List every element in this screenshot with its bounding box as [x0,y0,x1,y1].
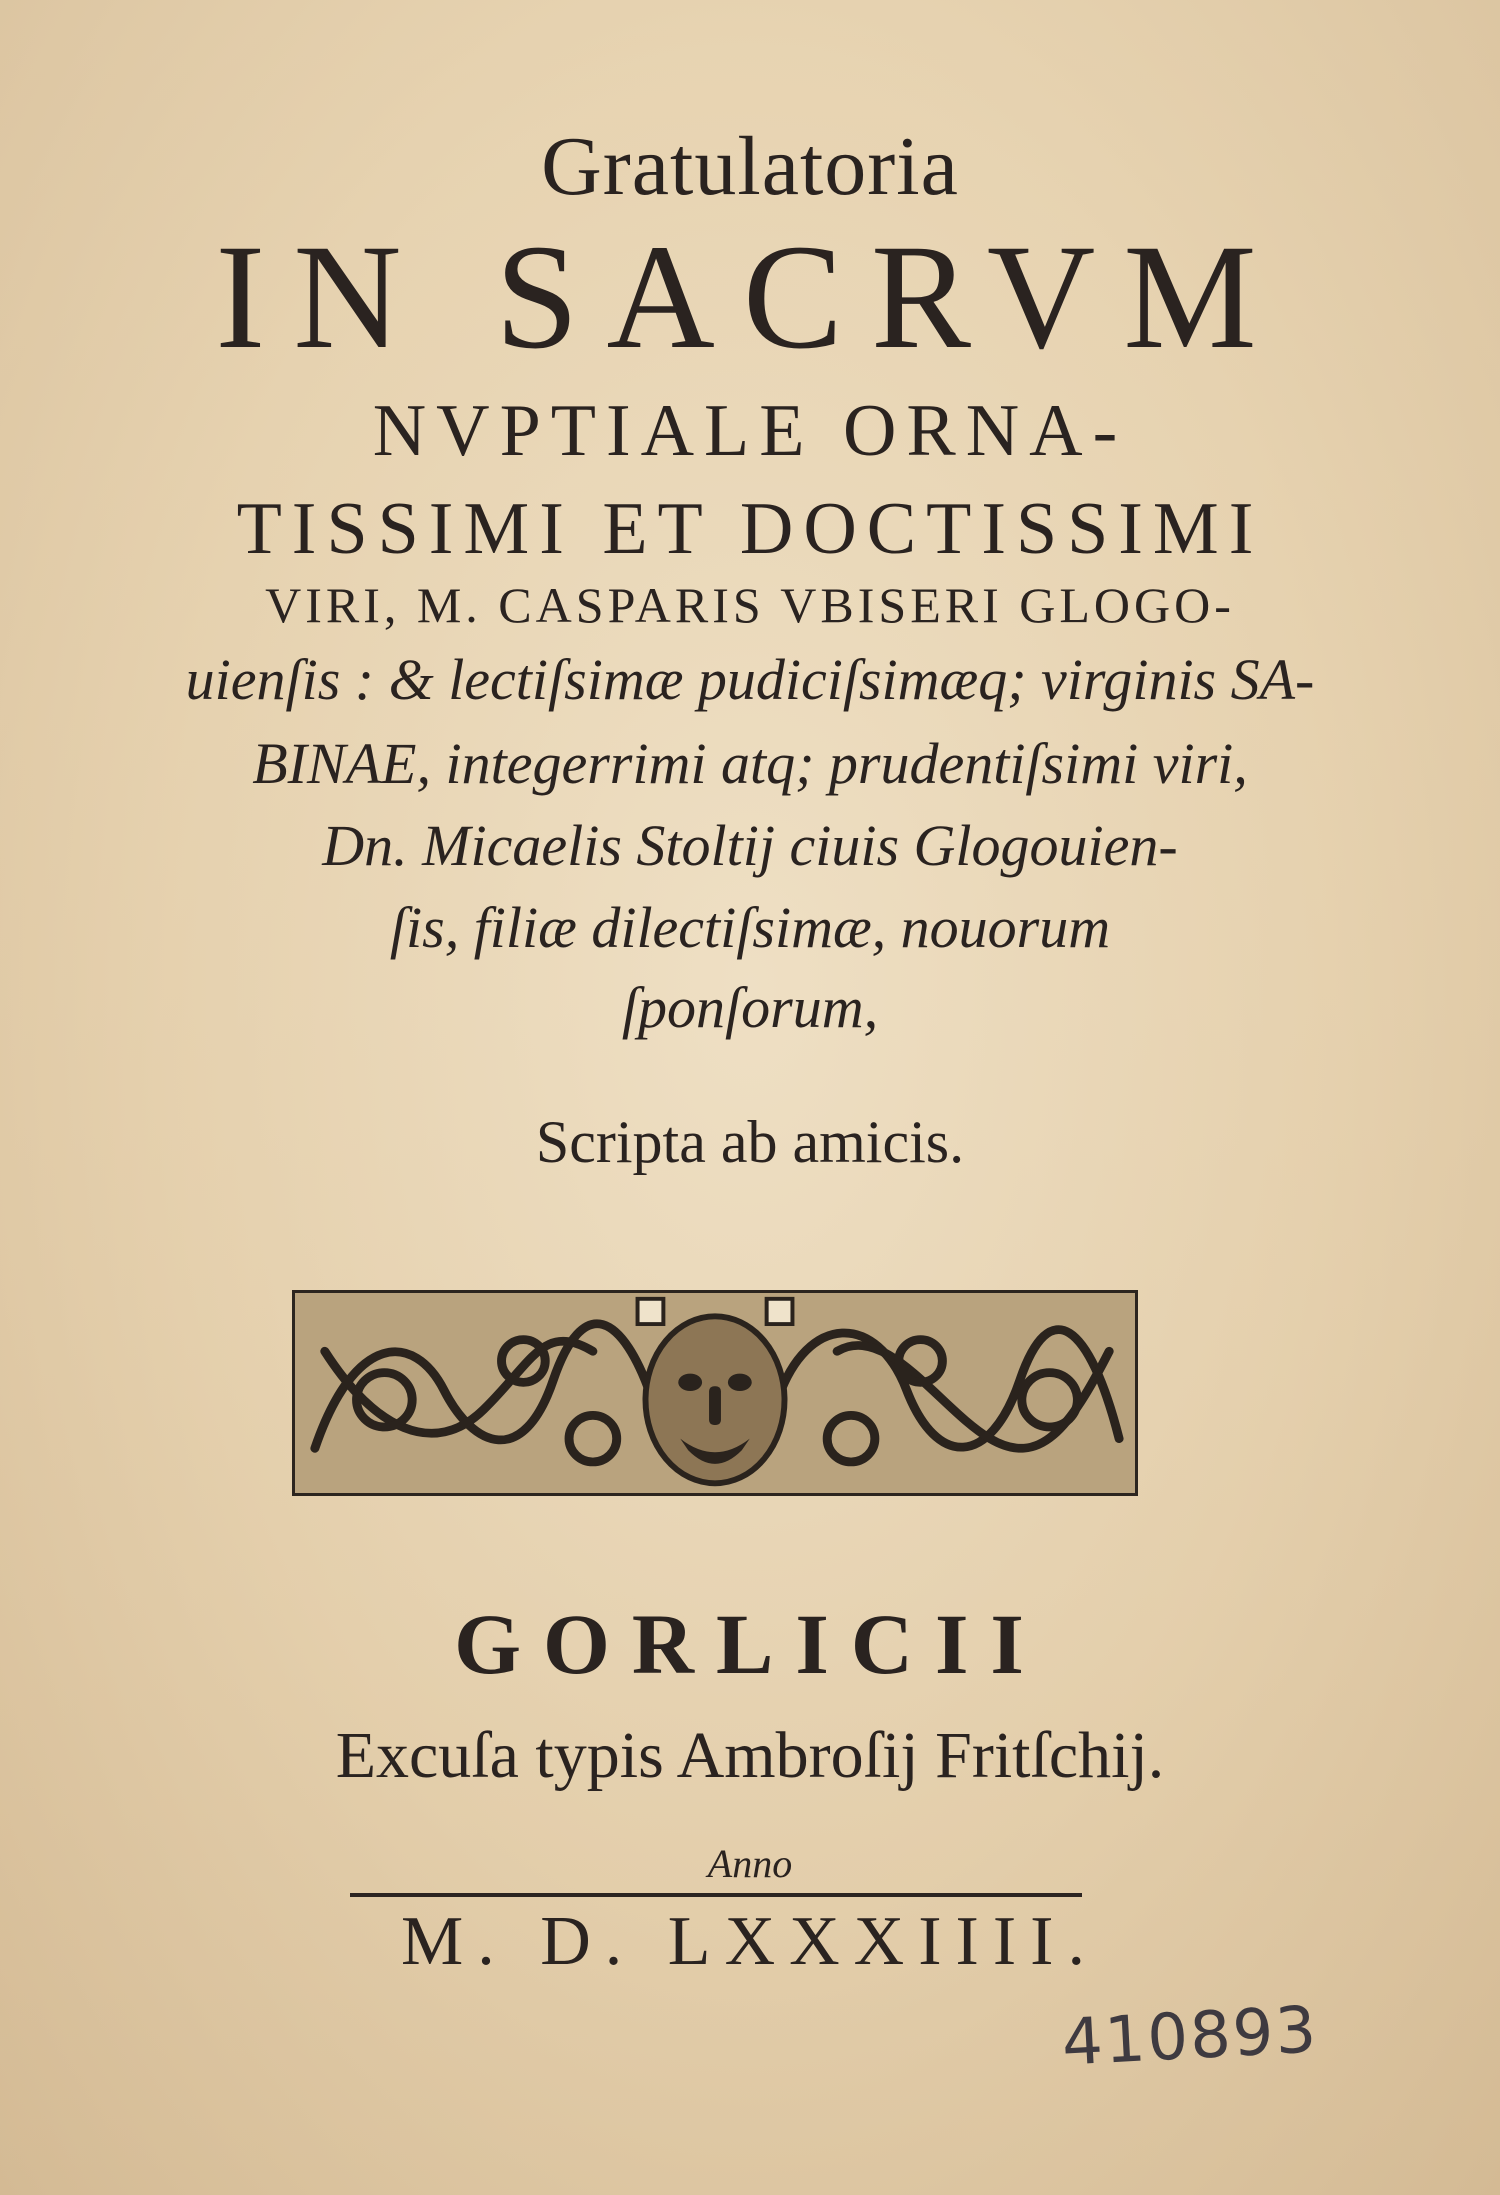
anno-label: Anno [707,1841,793,1886]
year-rule [350,1893,1082,1897]
title-line-filiae: ſis, filiæ dilectiſsimæ, nouorum [389,895,1111,960]
title-line-in-sacrum: IN SACRVM [215,214,1285,380]
title-line-tissimi: TISSIMI ET DOCTISSIMI [236,488,1264,570]
title-line-viri-casparis: VIRI, M. CASPARIS VBISERI GLOGO- [265,577,1235,633]
title-line-sponsorum: ſponſorum, [621,975,879,1040]
title-line-gratulatoria: Gratulatoria [541,120,959,213]
imprint-city: GORLICII [454,1596,1046,1692]
title-line-uiensis: uienſis : & lectiſsimæ pudiciſsimæq; virginis SA- [185,647,1315,712]
scripta-ab-amicis: Scripta ab amicis. [535,1109,965,1175]
imprint-printer: Excuſa typis Ambroſij Fritſchij. [335,1719,1165,1792]
shelfmark: 410893 [1060,1993,1320,2081]
publication-year: M. D. LXXXIIII. [401,1903,1099,1980]
title-line-nuptiale: NVPTIALE ORNA- [372,390,1128,472]
foliate-mask-ornament-icon [292,1290,1138,1496]
title-line-micaelis: Dn. Micaelis Stoltij ciuis Glogouien- [322,813,1178,878]
title-line-binae: BINAE, integerrimi atq; prudentiſsimi viri, [252,731,1248,796]
